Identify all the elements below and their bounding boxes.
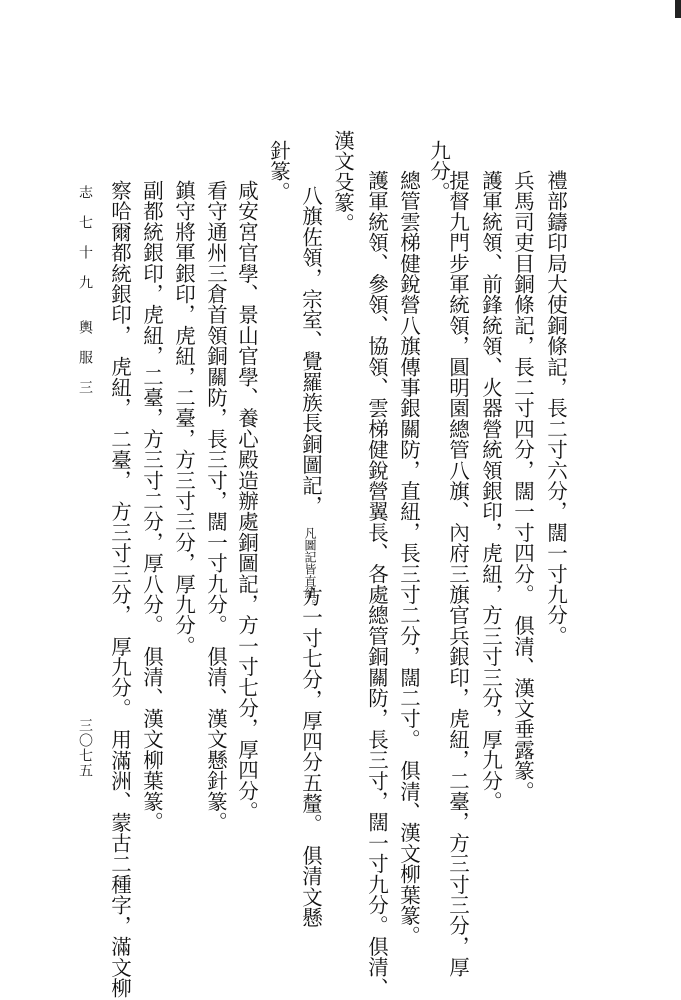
text-column-14: 副都統銀印，虎紐，二臺，方三寸二分，厚八分。 俱清、漢文柳葉篆。: [139, 180, 164, 833]
text-column-2: 兵馬司吏目銅條記，長二寸四分，闊一寸四分。 俱清、漢文垂露篆。: [510, 170, 535, 802]
text-column-10-note: 凡圖記皆直紐。: [303, 527, 317, 611]
text-column-3: 護軍統領、前鋒統領、火器營統領銀印，虎紐，方三寸三分，厚九分。: [478, 170, 503, 812]
text-column-7: 總管雲梯健銳營八旗傳事銀關防，直紐，長三寸二分，闊二寸。 俱清、漢文柳葉篆。: [396, 170, 421, 947]
page-number: 三〇七五: [77, 718, 93, 778]
text-column-9: 針篆。: [266, 140, 291, 203]
text-column-4: 提督九門步軍統領，圓明園總管八旗、內府三旗官兵銀印，虎紐，二臺，方三寸三分，厚: [445, 170, 470, 978]
text-column-10-tail: 方一寸七分，厚四分五釐。 俱清文懸: [298, 586, 323, 928]
text-column-10: 八旗佐領，宗室、覺羅族長銅圖記，: [298, 185, 323, 517]
text-column-1: 禮部鑄印局大使銅條記，長二寸六分，闊一寸九分。: [543, 170, 568, 647]
text-column-8: 護軍統領、參領、協領、雲梯健銳營翼長、各處總管銅關防，長三寸，闊一寸九分。俱清、: [364, 170, 389, 998]
text-column-6: 漢文殳篆。: [330, 130, 355, 234]
text-column-12: 看守通州三倉首領銅關防，長三寸，闊一寸九分。 俱清、漢文懸針篆。: [203, 180, 228, 833]
text-column-5: 九分。: [426, 140, 451, 203]
scan-edge-mark: [675, 0, 681, 18]
text-column-13: 鎮守將軍銀印，虎紐，二臺，方三寸三分，厚九分。: [171, 180, 196, 657]
chapter-footer: 志 七 十 九 輿 服 三: [77, 185, 93, 395]
text-column-11: 咸安宮官學、景山官學、養心殿造辦處銅圖記，方一寸七分，厚四分。: [234, 180, 259, 822]
text-column-15: 察哈爾都統銀印， 虎紐， 二臺， 方三寸三分， 厚九分。 用滿洲、蒙古二種字，滿文柳: [107, 180, 132, 999]
